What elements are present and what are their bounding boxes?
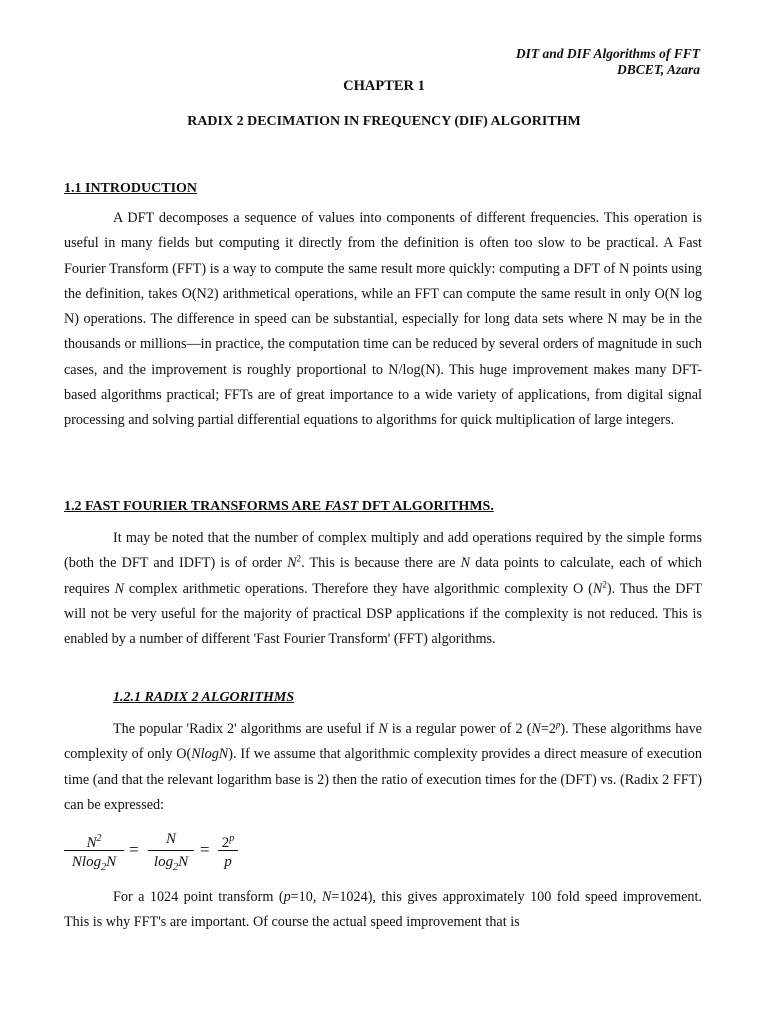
fraction-simplified: $\frac{N}{\log_2N}$ xyxy=(148,828,194,873)
subsection-heading-radix2: 1.2.1 RADIX 2 ALGORITHMS xyxy=(113,690,295,705)
speed-improvement-paragraph: For a 1024 point transform (p=10, N=1024), this gives approximately 100 fold speed improvement. This is why FFT's are important. Of course the actual speed improvement that is xyxy=(64,889,702,931)
section-heading-introduction: 1.1 INTRODUCTION xyxy=(64,181,198,196)
running-header-institution: DBCET, Azara xyxy=(616,62,700,77)
chapter-title: RADIX 2 DECIMATION IN FREQUENCY (DIF) ALGORITHM xyxy=(187,114,581,129)
running-header-title: DIT and DIF Algorithms of FFT xyxy=(515,46,700,61)
section-heading-fast-fft: 1.2 FAST FOURIER TRANSFORMS ARE FAST DFT ALGORITHMS. xyxy=(64,499,494,514)
fft-paragraph: It may be noted that the number of complex multiply and add operations required by the simple forms (both the DFT and IDFT) is of order $N^2$. This is because there are N data points to calculate, each of which requires N complex arithmetic operations. Therefore they have algorithmic complexity O $(N^2)$. Thus the DFT will not be very useful for the majority of practical DSP applications if the complexity is not reduced. This is enabled by a number of different 'Fast Fourier Transform' (FFT) algorithms. xyxy=(64,530,703,648)
fraction-power: 2$^p$ p xyxy=(218,828,238,873)
equals-sign: = xyxy=(200,840,210,859)
radix2-paragraph: The popular 'Radix 2' algorithms are useful if N is a regular power of 2 $(N=2^p)$. These algorithms have complexity of only O(NlogN). If we assume that algorithmic complexity provides a direct measure of execution time (and that the relevant logarithm base is 2) then the ratio of execution times for the (DFT) vs. (Radix 2 FFT) can be expressed: xyxy=(64,719,702,813)
fraction-dft: $\frac{N^2}{Nlog_2N}$ xyxy=(64,828,124,873)
equals-sign: = xyxy=(129,840,139,859)
chapter-label: CHAPTER 1 xyxy=(343,78,425,94)
introduction-paragraph: A DFT decomposes a sequence of values into components of different frequencies. This operation is useful in many fields but computing it directly from the definition is often too slow to be practical. A Fast Fourier Transform (FFT) is a way to compute the same result more quickly: computing a DFT of N points using the definition, takes O(N2) arithmetical operations, while an FFT can compute the same result in only O(N log N) operations. The difference in speed can be substantial, especially for long data sets where N may be in the thousands or millions—in practice, the computation time can be reduced by several orders of magnitude in such cases, and the improvement is roughly proportional to N/log(N). This huge improvement makes many DFT-based algorithms practical; FFTs are of great importance to a wide variety of applications, from digital signal processing and solving partial differential equations to algorithms for quick multiplication of large integers. xyxy=(64,210,702,429)
